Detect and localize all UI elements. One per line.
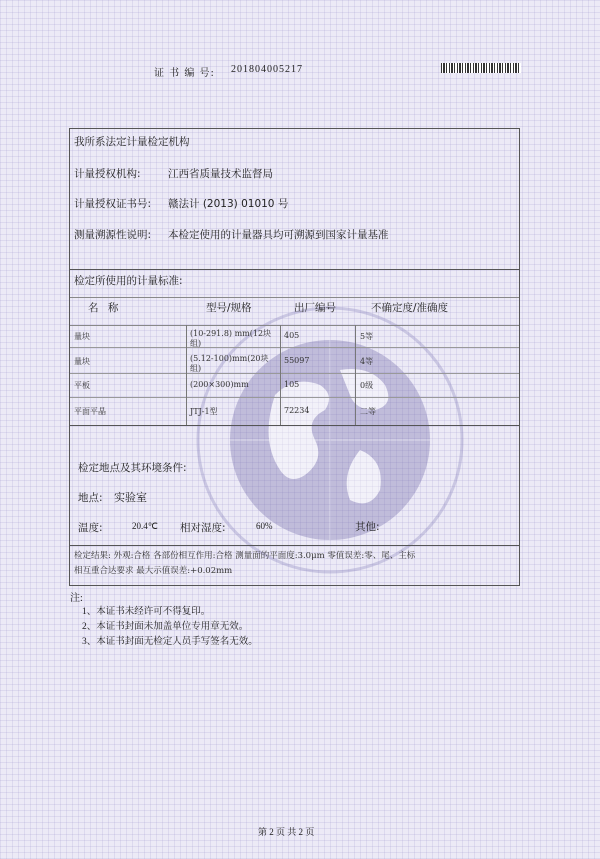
cert-label: 计量授权证书号: (74, 198, 152, 210)
trace-value: 本检定使用的计量器具均可溯源到国家计量基准 (168, 229, 389, 241)
note-1: 1、本证书未经许可不得复印。 (82, 607, 211, 617)
row2-name: 量块 (74, 357, 90, 366)
notes-title: 注: (70, 593, 83, 604)
cert-number-label: 证 书 编 号: (154, 68, 215, 79)
temp-value: 20.4℃ (132, 521, 158, 531)
page-number: 第 2 页 共 2 页 (258, 827, 315, 837)
result-line-1: 检定结果: 外观:合格 各部份相互作用:合格 测量面的平面度:3.0μm 零值误差:零、尾、主标 (74, 551, 416, 561)
row4-accuracy: 二等 (360, 407, 376, 416)
row3-name: 平板 (74, 381, 90, 390)
row3-serial: 105 (284, 380, 300, 389)
row2-accuracy: 4等 (360, 357, 374, 366)
row1-name: 量块 (74, 332, 90, 341)
place-value: 实验室 (114, 492, 147, 504)
standards-title: 检定所使用的计量标准: (74, 275, 183, 287)
barcode-icon (441, 63, 521, 73)
humidity-label: 相对湿度: (180, 522, 226, 534)
place-label: 地点: (78, 492, 103, 504)
cert-value: 赣法计 (2013) 01010 号 (168, 198, 289, 210)
col-header-name: 名 称 (88, 302, 122, 314)
temp-label: 温度: (78, 522, 103, 534)
row3-model: (200×300)mm (190, 380, 249, 389)
org-title: 我所系法定计量检定机构 (74, 136, 190, 148)
note-2: 2、本证书封面未加盖单位专用章无效。 (82, 622, 249, 632)
cert-number: 201804005217 (231, 64, 303, 75)
auth-label: 计量授权机构: (74, 168, 141, 180)
trace-label: 测量溯源性说明: (74, 229, 152, 241)
other-label: 其他: (355, 521, 380, 533)
row4-name: 平面平晶 (74, 407, 106, 416)
row4-model: JTJ-1型 (190, 407, 218, 416)
note-3: 3、本证书封面无检定人员手写签名无效。 (82, 637, 258, 647)
row1-serial: 405 (284, 331, 300, 340)
row3-accuracy: 0级 (360, 381, 374, 390)
row2-serial: 55097 (284, 356, 310, 365)
row1-accuracy: 5等 (360, 332, 374, 341)
col-header-accuracy: 不确定度/准确度 (371, 302, 449, 314)
result-line-2: 相互重合达要求 最大示值误差:+0.02mm (74, 566, 233, 576)
col-header-model: 型号/规格 (206, 302, 252, 314)
row1-model: (10-291.8) mm(12块组) (190, 329, 272, 348)
auth-value: 江西省质量技术监督局 (168, 168, 273, 180)
col-header-serial: 出厂编号 (294, 302, 336, 314)
row4-serial: 72234 (284, 406, 310, 415)
humidity-value: 60% (256, 521, 273, 531)
row2-model: (5.12-100)mm(20块组) (190, 354, 269, 373)
env-title: 检定地点及其环境条件: (78, 462, 187, 474)
